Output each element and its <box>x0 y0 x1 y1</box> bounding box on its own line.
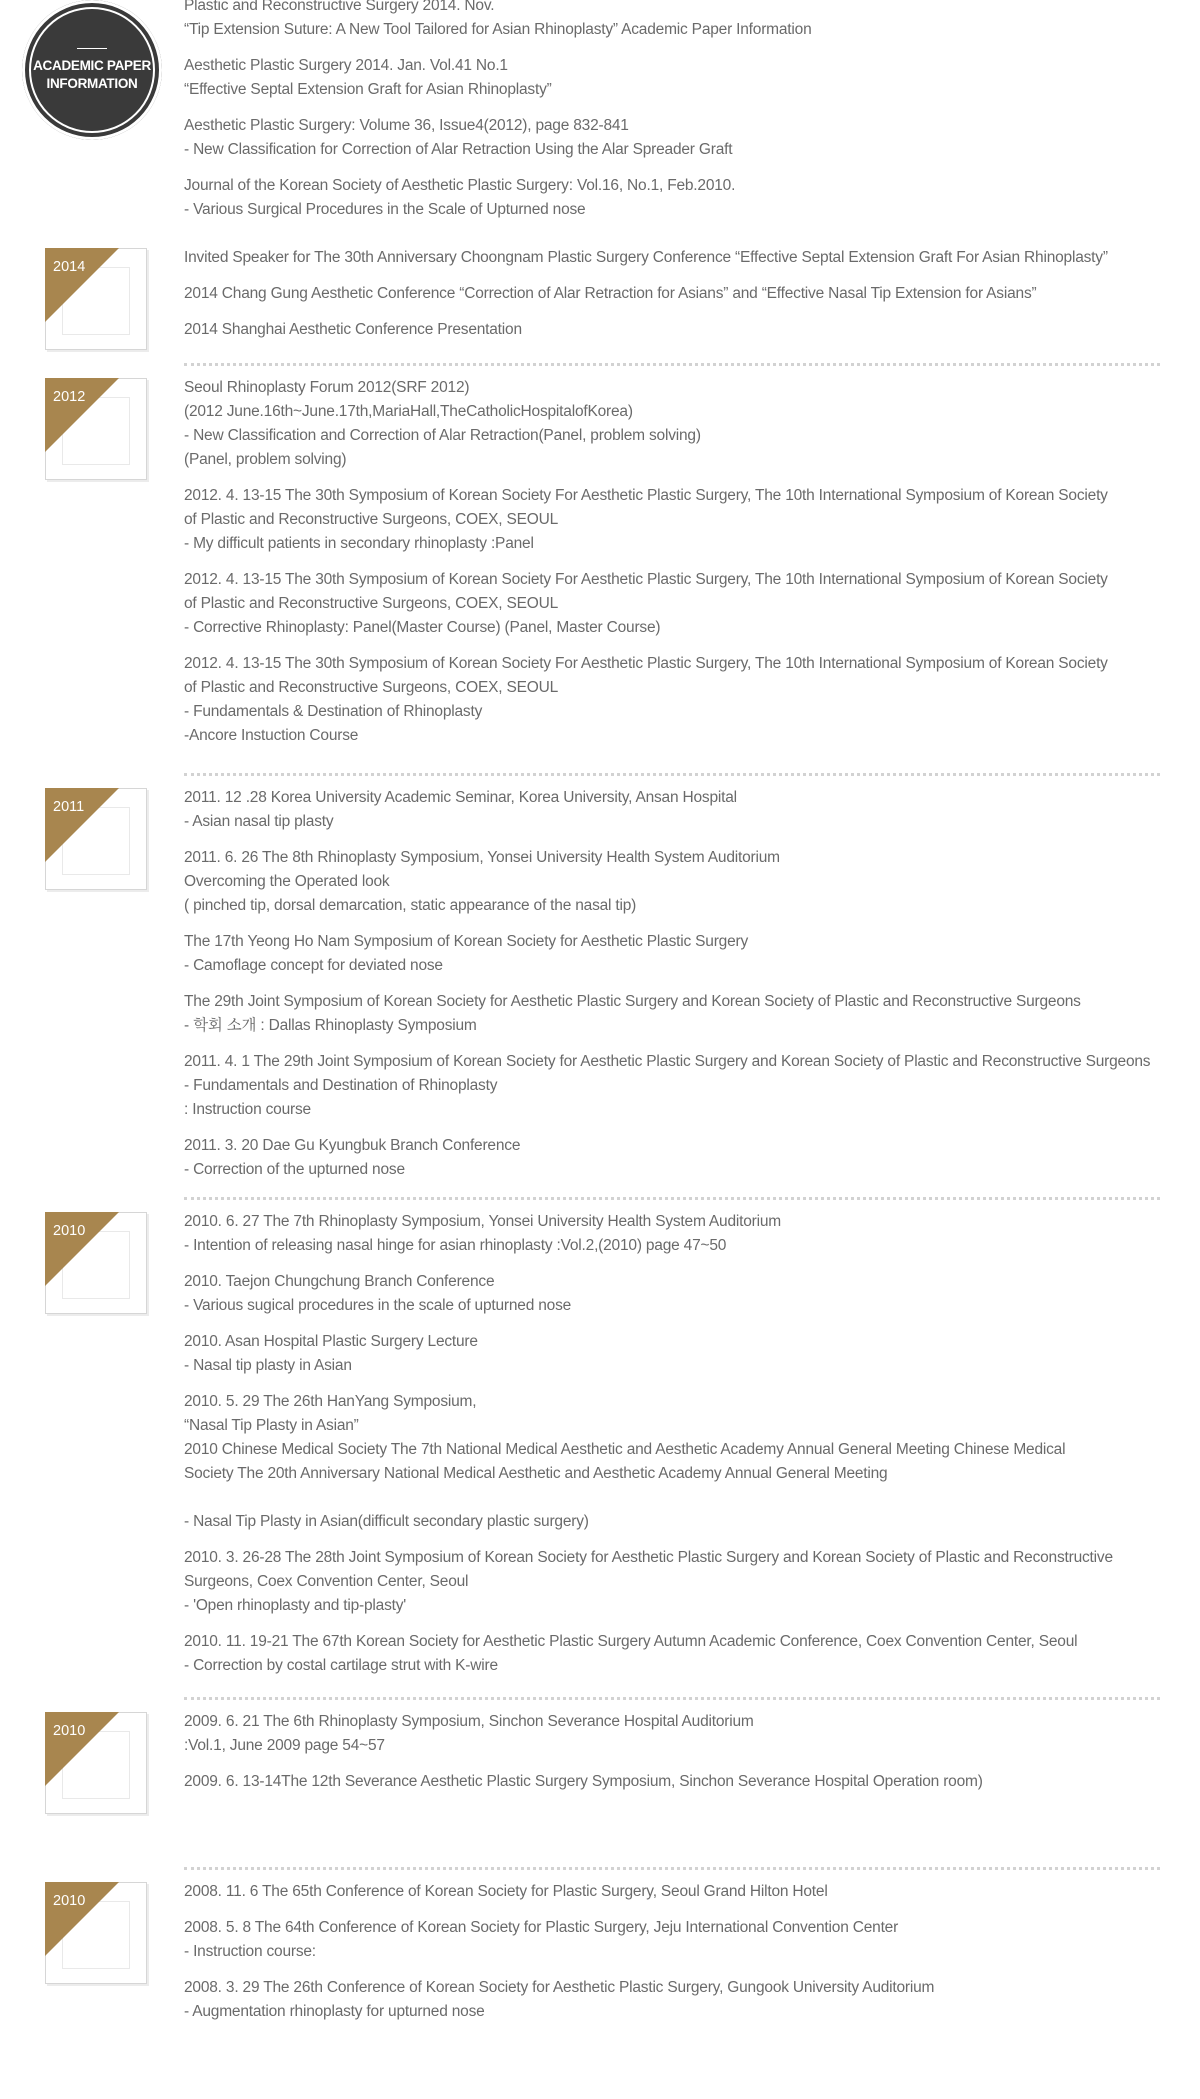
entry-line: - Correction by costal cartilage strut with K-wire <box>184 1657 498 1674</box>
entry-line: 2011. 6. 26 The 8th Rhinoplasty Symposium, Yonsei University Health System Auditorium <box>184 849 780 866</box>
entry-line: - 'Open rhinoplasty and tip-plasty' <box>184 1597 407 1614</box>
entry-line: ( pinched tip, dorsal demarcation, static appearance of the nasal tip) <box>184 897 637 914</box>
section-entries <box>184 1710 1174 1806</box>
entry-line: (2012 June.16th~June.17th,MariaHall,TheCatholicHospitalofKorea) <box>184 403 633 420</box>
year-badge <box>45 1212 147 1314</box>
entry-line: 2012. 4. 13-15 The 30th Symposium of Korean Society For Aesthetic Plastic Surgery, The 10th International Symposium of Korean Society <box>184 571 1108 588</box>
entry-line: Society The 20th Anniversary National Medical Aesthetic and Aesthetic Academy Annual General Meeting <box>184 1465 888 1482</box>
entry-line: - My difficult patients in secondary rhinoplasty :Panel <box>184 535 534 552</box>
entry-line: - Corrective Rhinoplasty: Panel(Master Course) (Panel, Master Course) <box>184 619 661 636</box>
year-label: 2012 <box>53 389 86 405</box>
entry-item <box>184 54 1174 102</box>
entry-line: :Vol.1, June 2009 page 54~57 <box>184 1737 385 1754</box>
entry-item <box>184 1134 1174 1182</box>
dotted-divider <box>184 1697 1160 1700</box>
year-badge <box>45 1712 147 1814</box>
section-entries <box>184 1210 1174 1690</box>
entry-item <box>184 1050 1174 1122</box>
entry-line: - 학회 소개 : Dallas Rhinoplasty Symposium <box>184 1017 477 1034</box>
entry-line: - Correction of the upturned nose <box>184 1161 405 1178</box>
entry-line: 2010. Taejon Chungchung Branch Conference <box>184 1273 495 1290</box>
entry-line: 2010. 5. 29 The 26th HanYang Symposium, <box>184 1393 477 1410</box>
year-label: 2010 <box>53 1893 86 1909</box>
entry-line: 2014 Chang Gung Aesthetic Conference “Correction of Alar Retraction for Asians” and “Effective Nasal Tip Extension for Asians” <box>184 285 1037 302</box>
academic-paper-list <box>184 0 1174 234</box>
entry-line: Seoul Rhinoplasty Forum 2012(SRF 2012) <box>184 379 470 396</box>
entry-line: 2010. 11. 19-21 The 67th Korean Society for Aesthetic Plastic Surgery Autumn Academic Conference, Coex Convention Center, Seoul <box>184 1633 1078 1650</box>
entry-item <box>184 1976 1174 2024</box>
entry-line: - Fundamentals & Destination of Rhinoplasty <box>184 703 483 720</box>
entry-item <box>184 282 1174 306</box>
entry-line: - New Classification for Correction of Alar Retraction Using the Alar Spreader Graft <box>184 141 733 158</box>
entry-line: - Fundamentals and Destination of Rhinoplasty <box>184 1077 498 1094</box>
entry-line: Invited Speaker for The 30th Anniversary Choongnam Plastic Surgery Conference “Effective Septal Extension Graft For Asian Rhinoplasty” <box>184 249 1108 266</box>
entry-item <box>184 174 1174 222</box>
entry-item <box>184 568 1174 640</box>
entry-item <box>184 1210 1174 1258</box>
entry-item <box>184 990 1174 1038</box>
entry-item <box>184 114 1174 162</box>
entry-item <box>184 1770 1174 1794</box>
badge-label-line1: ACADEMIC PAPER <box>33 57 151 73</box>
entry-line: (Panel, problem solving) <box>184 451 347 468</box>
entry-line: 2009. 6. 13-14The 12th Severance Aesthetic Plastic Surgery Symposium, Sinchon Severance Hospital Operation room) <box>184 1773 983 1790</box>
year-badge <box>45 788 147 890</box>
entry-line: 2014 Shanghai Aesthetic Conference Presentation <box>184 321 522 338</box>
entry-line: - Intention of releasing nasal hinge for asian rhinoplasty :Vol.2,(2010) page 47~50 <box>184 1237 727 1254</box>
entry-line: “Tip Extension Suture: A New Tool Tailored for Asian Rhinoplasty” Academic Paper Information <box>184 21 812 38</box>
entry-item <box>184 846 1174 918</box>
entry-line: 2011. 4. 1 The 29th Joint Symposium of Korean Society for Aesthetic Plastic Surgery and Korean Society of Plastic and Reconstructive Surgeons <box>184 1053 1151 1070</box>
entry-line: Aesthetic Plastic Surgery 2014. Jan. Vol.41 No.1 <box>184 57 508 74</box>
entry-item <box>184 1880 1174 1904</box>
entry-item <box>184 1330 1174 1378</box>
entry-item <box>184 1710 1174 1758</box>
entry-line: of Plastic and Reconstructive Surgeons, COEX, SEOUL <box>184 679 559 696</box>
year-label: 2011 <box>53 799 85 815</box>
entry-line: 2012. 4. 13-15 The 30th Symposium of Korean Society For Aesthetic Plastic Surgery, The 10th International Symposium of Korean Society <box>184 655 1108 672</box>
academic-paper-badge <box>22 0 162 140</box>
entry-item <box>184 1630 1174 1678</box>
year-badge <box>45 378 147 480</box>
entry-line: - Nasal Tip Plasty in Asian(difficult secondary plastic surgery) <box>184 1513 589 1530</box>
entry-item <box>184 930 1174 978</box>
entry-line: “Nasal Tip Plasty in Asian” <box>184 1417 359 1434</box>
entry-line: Aesthetic Plastic Surgery: Volume 36, Issue4(2012), page 832-841 <box>184 117 629 134</box>
entry-line: - Nasal tip plasty in Asian <box>184 1357 352 1374</box>
entry-line: 2012. 4. 13-15 The 30th Symposium of Korean Society For Aesthetic Plastic Surgery, The 10th International Symposium of Korean Society <box>184 487 1108 504</box>
entry-item <box>184 1270 1174 1318</box>
entry-line: of Plastic and Reconstructive Surgeons, COEX, SEOUL <box>184 595 559 612</box>
entry-line: 2009. 6. 21 The 6th Rhinoplasty Symposium, Sinchon Severance Hospital Auditorium <box>184 1713 754 1730</box>
badge-label <box>32 57 152 93</box>
entry-line: Plastic and Reconstructive Surgery 2014. Nov. <box>184 0 495 14</box>
entry-item <box>184 1390 1174 1534</box>
badge-dash <box>77 48 107 49</box>
entry-line: 2008. 11. 6 The 65th Conference of Korean Society for Plastic Surgery, Seoul Grand Hilton Hotel <box>184 1883 828 1900</box>
entry-line: - Augmentation rhinoplasty for upturned nose <box>184 2003 485 2020</box>
section-entries <box>184 246 1174 354</box>
year-badge <box>45 1882 147 1984</box>
entry-item <box>184 318 1174 342</box>
entry-item <box>184 786 1174 834</box>
entry-item <box>184 652 1174 748</box>
entry-item <box>184 246 1174 270</box>
section-entries <box>184 1880 1174 2036</box>
entry-line <box>184 1486 1174 1510</box>
entry-line: -Ancore Instuction Course <box>184 727 359 744</box>
dotted-divider <box>184 1867 1160 1870</box>
entry-line: Journal of the Korean Society of Aesthetic Plastic Surgery: Vol.16, No.1, Feb.2010. <box>184 177 736 194</box>
dotted-divider <box>184 363 1160 366</box>
entry-item <box>184 1546 1174 1618</box>
entry-line: 2010. 6. 27 The 7th Rhinoplasty Symposium, Yonsei University Health System Auditorium <box>184 1213 782 1230</box>
entry-line: - Instruction course: <box>184 1943 316 1960</box>
entry-line: - Various Surgical Procedures in the Scale of Upturned nose <box>184 201 586 218</box>
entry-item <box>184 484 1174 556</box>
entry-line: - Asian nasal tip plasty <box>184 813 334 830</box>
entry-line: 2011. 3. 20 Dae Gu Kyungbuk Branch Conference <box>184 1137 521 1154</box>
entry-line: Overcoming the Operated look <box>184 873 390 890</box>
entry-line: 2008. 3. 29 The 26th Conference of Korean Society for Aesthetic Plastic Surgery, Gungook University Auditorium <box>184 1979 935 1996</box>
entry-line: “Effective Septal Extension Graft for Asian Rhinoplasty” <box>184 81 552 98</box>
badge-label-line2: INFORMATION <box>46 75 138 91</box>
entry-line: : Instruction course <box>184 1101 311 1118</box>
entry-line: 2011. 12 .28 Korea University Academic Seminar, Korea University, Ansan Hospital <box>184 789 737 806</box>
year-label: 2010 <box>53 1223 86 1239</box>
entry-line: The 17th Yeong Ho Nam Symposium of Korean Society for Aesthetic Plastic Surgery <box>184 933 749 950</box>
year-badge <box>45 248 147 350</box>
dotted-divider <box>184 1197 1160 1200</box>
entry-line: 2008. 5. 8 The 64th Conference of Korean Society for Plastic Surgery, Jeju International Convention Center <box>184 1919 899 1936</box>
entry-line: - New Classification and Correction of Alar Retraction(Panel, problem solving) <box>184 427 701 444</box>
entry-line: Surgeons, Coex Convention Center, Seoul <box>184 1573 469 1590</box>
entry-line: of Plastic and Reconstructive Surgeons, COEX, SEOUL <box>184 511 559 528</box>
entry-line: - Camoflage concept for deviated nose <box>184 957 443 974</box>
entry-item <box>184 1916 1174 1964</box>
section-entries <box>184 786 1174 1194</box>
entry-line: - Various sugical procedures in the scale of upturned nose <box>184 1297 572 1314</box>
entry-line: 2010. 3. 26-28 The 28th Joint Symposium of Korean Society for Aesthetic Plastic Surgery and Korean Society of Plastic and Reconstructive <box>184 1549 1113 1566</box>
entry-item <box>184 376 1174 472</box>
entry-line: 2010. Asan Hospital Plastic Surgery Lecture <box>184 1333 478 1350</box>
entry-item <box>184 0 1174 42</box>
year-label: 2010 <box>53 1723 86 1739</box>
year-label: 2014 <box>53 259 86 275</box>
entry-line: 2010 Chinese Medical Society The 7th National Medical Aesthetic and Aesthetic Academy Annual General Meeting Chinese Medical <box>184 1441 1066 1458</box>
dotted-divider <box>184 773 1160 776</box>
section-entries <box>184 376 1174 760</box>
entry-line: The 29th Joint Symposium of Korean Society for Aesthetic Plastic Surgery and Korean Society of Plastic and Reconstructive Surgeons <box>184 993 1081 1010</box>
